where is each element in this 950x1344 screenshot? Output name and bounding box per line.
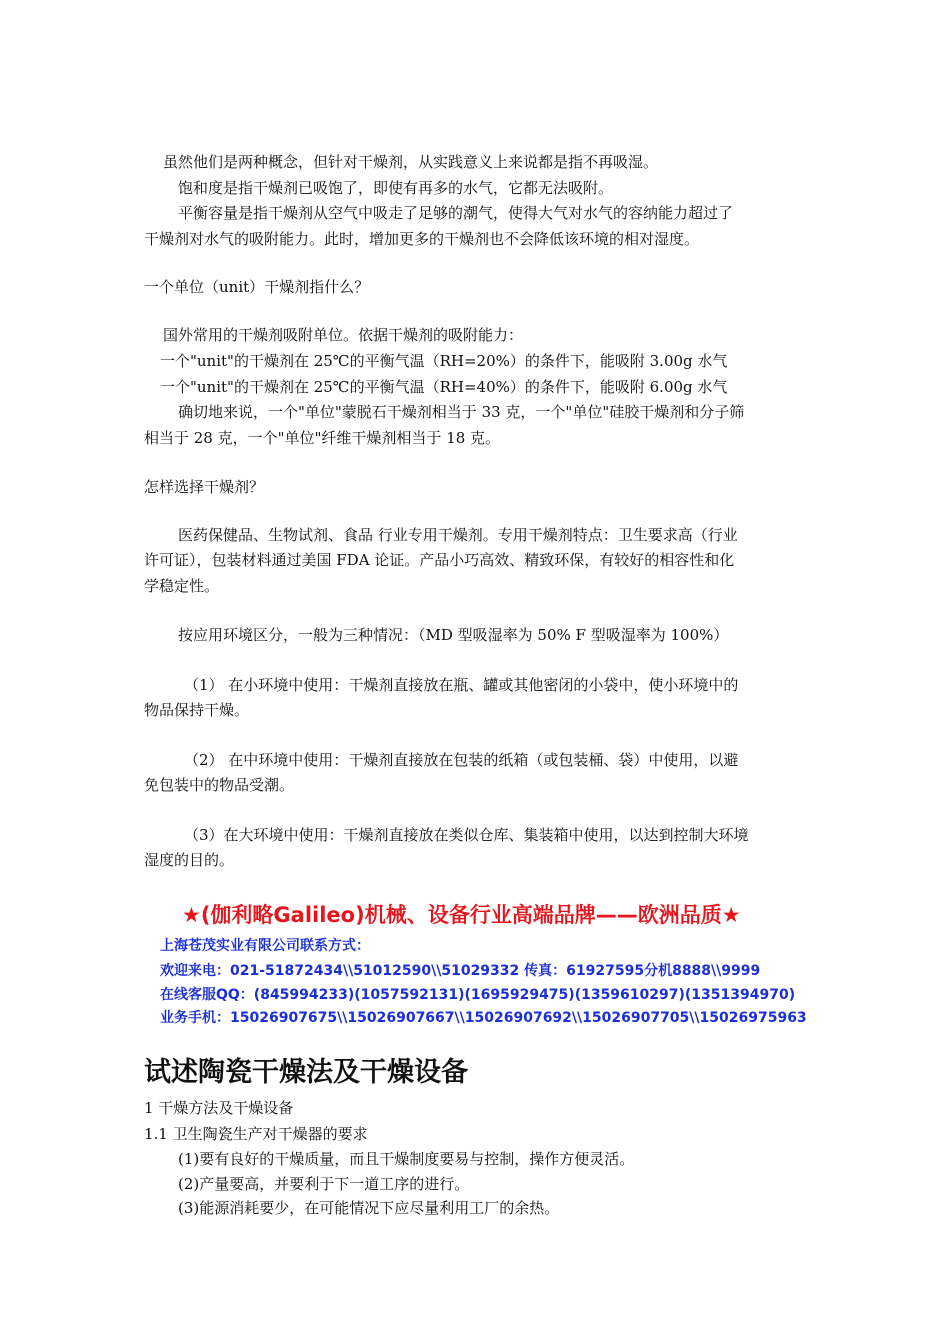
question-choose: 怎样选择干燥剂？ [144, 478, 265, 496]
banner-phone: 欢迎来电：021-51872434\\51012590\\51029332 传真：61927595分机8888\\9999 [160, 963, 761, 979]
section-1-1-title: 1.1 卫生陶瓷生产对干燥器的要求 [144, 1125, 368, 1143]
paragraph-unit-rh20: 一个"unit"的干燥剂在 25℃的平衡气温（RH=20%）的条件下，能吸附 3.00g 水气 [160, 352, 728, 370]
requirement-1: (1)要有良好的干燥质量，而且干燥制度要易与控制，操作方便灵活。 [178, 1150, 635, 1168]
section-heading: 试述陶瓷干燥法及干燥设备 [144, 1057, 468, 1088]
paragraph-equilibrium-line2: 干燥剂对水气的吸附能力。此时，增加更多的干燥剂也不会降低该环境的相对湿度。 [144, 230, 700, 248]
paragraph-unit-rh40: 一个"unit"的干燥剂在 25℃的平衡气温（RH=40%）的条件下，能吸附 6.00g 水气 [160, 378, 728, 396]
paragraph-env-large-line1: （3）在大环境中使用：干燥剂直接放在类似仓库、集装箱中使用，以达到控制大环境 [184, 826, 749, 844]
banner-title: ★(伽利略Galileo)机械、设备行业高端品牌——欧洲品质★ [182, 903, 741, 927]
paragraph-env-medium-line1: （2） 在中环境中使用：干燥剂直接放在包装的纸箱（或包装桶、袋）中使用，以避 [184, 751, 739, 769]
contact-banner [160, 900, 810, 1030]
paragraph-env-small-line2: 物品保持干燥。 [144, 701, 250, 719]
paragraph-environment-intro: 按应用环境区分，一般为三种情况：（MD 型吸湿率为 50% F 型吸湿率为 100%） [178, 626, 729, 644]
section-1-title: 1 干燥方法及干燥设备 [144, 1099, 294, 1117]
paragraph-unit-exact-line2: 相当于 28 克，一个"单位"纤维干燥剂相当于 18 克。 [144, 429, 501, 447]
paragraph-medical-line1: 医药保健品、生物试剂、食品 行业专用干燥剂。专用干燥剂特点：卫生要求高（行业 [178, 526, 738, 544]
paragraph-concepts: 虽然他们是两种概念，但针对干燥剂，从实践意义上来说都是指不再吸湿。 [163, 153, 659, 171]
paragraph-env-small-line1: （1） 在小环境中使用：干燥剂直接放在瓶、罐或其他密闭的小袋中，使小环境中的 [184, 676, 739, 694]
paragraph-medical-line3: 学稳定性。 [144, 577, 220, 595]
banner-mobile: 业务手机：15026907675\\15026907667\\15026907692\\15026907705\\15026975963 [160, 1010, 807, 1026]
requirement-3: (3)能源消耗要少，在可能情况下应尽量利用工厂的余热。 [178, 1199, 560, 1217]
banner-company: 上海苍茂实业有限公司联系方式： [160, 938, 370, 954]
paragraph-unit-intro: 国外常用的干燥剂吸附单位。依据干燥剂的吸附能力： [163, 326, 524, 344]
paragraph-medical-line2: 许可证），包装材料通过美国 FDA 论证。产品小巧高效、精致环保，有较好的相容性和化 [144, 551, 735, 569]
requirement-2: (2)产量要高，并要利于下一道工序的进行。 [178, 1175, 470, 1193]
paragraph-unit-exact-line1: 确切地来说，一个"单位"蒙脱石干燥剂相当于 33 克，一个"单位"硅胶干燥剂和分子筛 [178, 403, 745, 421]
paragraph-equilibrium-line1: 平衡容量是指干燥剂从空气中吸走了足够的潮气，使得大气对水气的容纳能力超过了 [178, 204, 734, 222]
banner-qq: 在线客服QQ：(845994233)(1057592131)(1695929475)(1359610297)(1351394970) [160, 987, 796, 1003]
paragraph-saturation: 饱和度是指干燥剂已吸饱了，即使有再多的水气，它都无法吸附。 [178, 179, 614, 197]
paragraph-env-large-line2: 湿度的目的。 [144, 851, 235, 869]
question-unit: 一个单位（unit）干燥剂指什么？ [144, 278, 370, 296]
paragraph-env-medium-line2: 免包装中的物品受潮。 [144, 776, 295, 794]
